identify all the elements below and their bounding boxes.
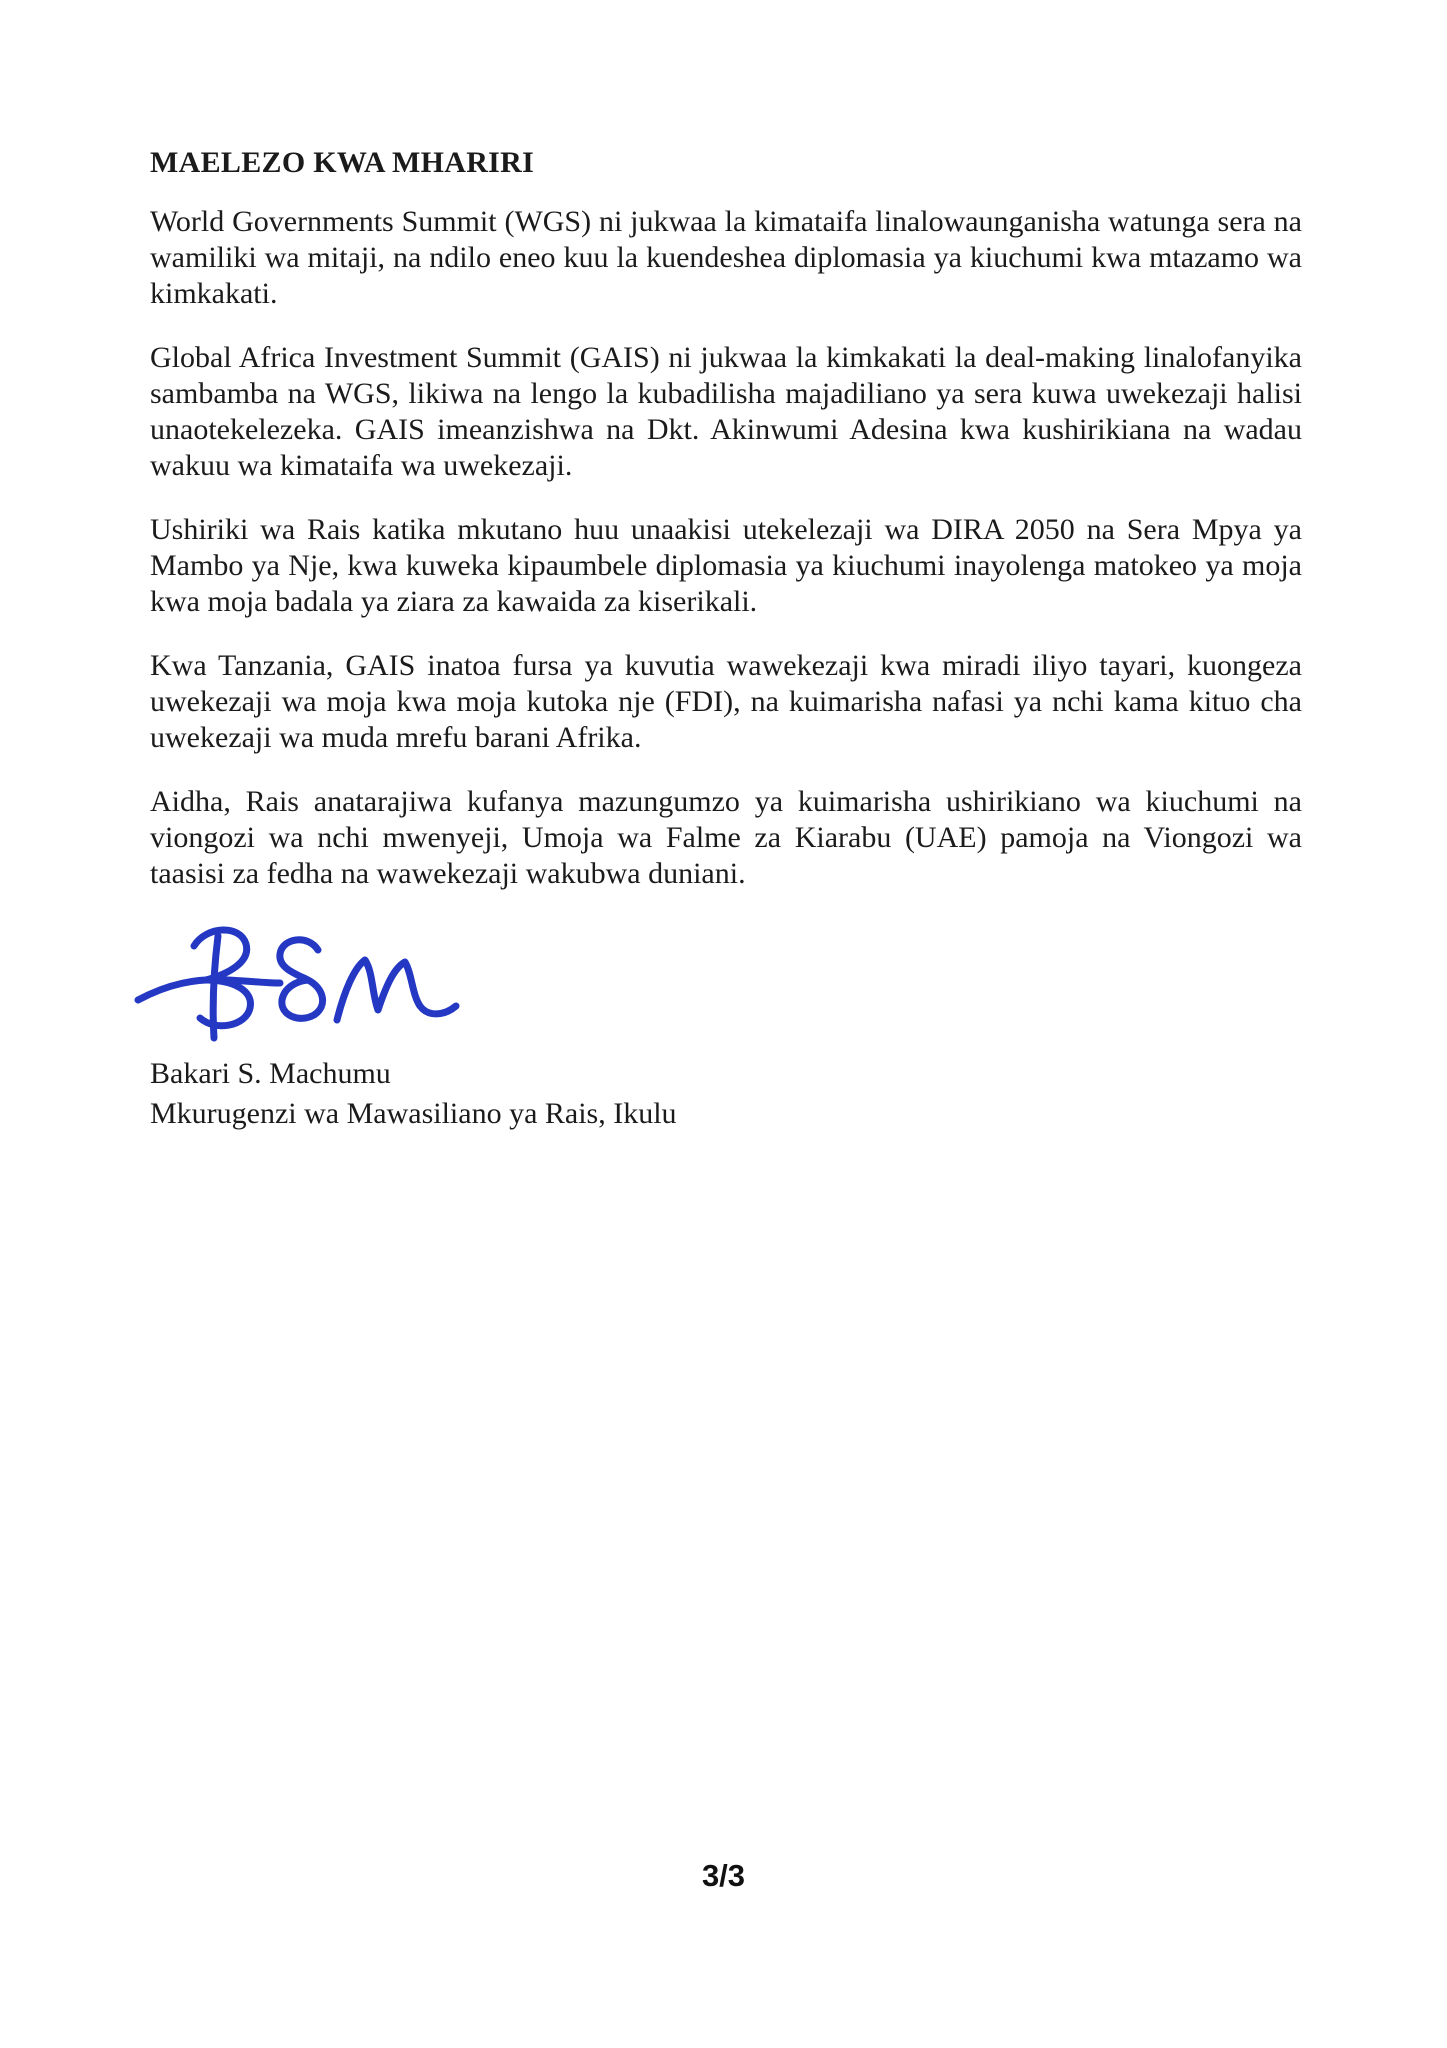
handwritten-signature-icon — [132, 920, 462, 1048]
document-heading: MAELEZO KWA MHARIRI — [150, 146, 535, 179]
paragraph-ushiriki: Ushiriki wa Rais katika mkutano huu unaakisi utekelezaji wa DIRA 2050 na Sera Mpya ya Mambo ya Nje, kwa kuweka kipaumbele diplomasia ya kiuchumi inayolenga matokeo ya moja kwa moja badala ya ziara za kawaida za kiserikali. — [150, 513, 1302, 618]
signatory-title: Mkurugenzi wa Mawasiliano ya Rais, Ikulu — [150, 1097, 677, 1130]
signature-block — [150, 920, 1302, 1134]
document-content — [150, 146, 1302, 1134]
paragraph-gais: Global Africa Investment Summit (GAIS) ni jukwaa la kimkakati la deal-making linalofanyika sambamba na WGS, likiwa na lengo la kubadilisha majadiliano ya sera kuwa uwekezaji halisi unaotekelezeka. GAIS imeanzishwa na Dkt. Akinwumi Adesina kwa kushirikiana na wadau wakuu wa kimataifa wa uwekezaji. — [150, 341, 1302, 482]
paragraph-wgs: World Governments Summit (WGS) ni jukwaa la kimataifa linalowaunganisha watunga sera na wamiliki wa mitaji, na ndilo eneo kuu la kuendeshea diplomasia ya kiuchumi kwa mtazamo wa kimkakati. — [150, 205, 1302, 310]
signatory-name: Bakari S. Machumu — [150, 1057, 391, 1090]
page-number: 3/3 — [701, 1858, 746, 1893]
paragraph-aidha: Aidha, Rais anatarajiwa kufanya mazungumzo ya kuimarisha ushirikiano wa kiuchumi na viongozi wa nchi mwenyeji, Umoja wa Falme za Kiarabu (UAE) pamoja na Viongozi wa taasisi za fedha na wawekezaji wakubwa duniani. — [150, 785, 1302, 890]
paragraph-tanzania: Kwa Tanzania, GAIS inatoa fursa ya kuvutia wawekezaji kwa miradi iliyo tayari, kuongeza uwekezaji wa moja kwa moja kutoka nje (FDI), na kuimarisha nafasi ya nchi kama kituo cha uwekezaji wa muda mrefu barani Afrika. — [150, 649, 1302, 754]
